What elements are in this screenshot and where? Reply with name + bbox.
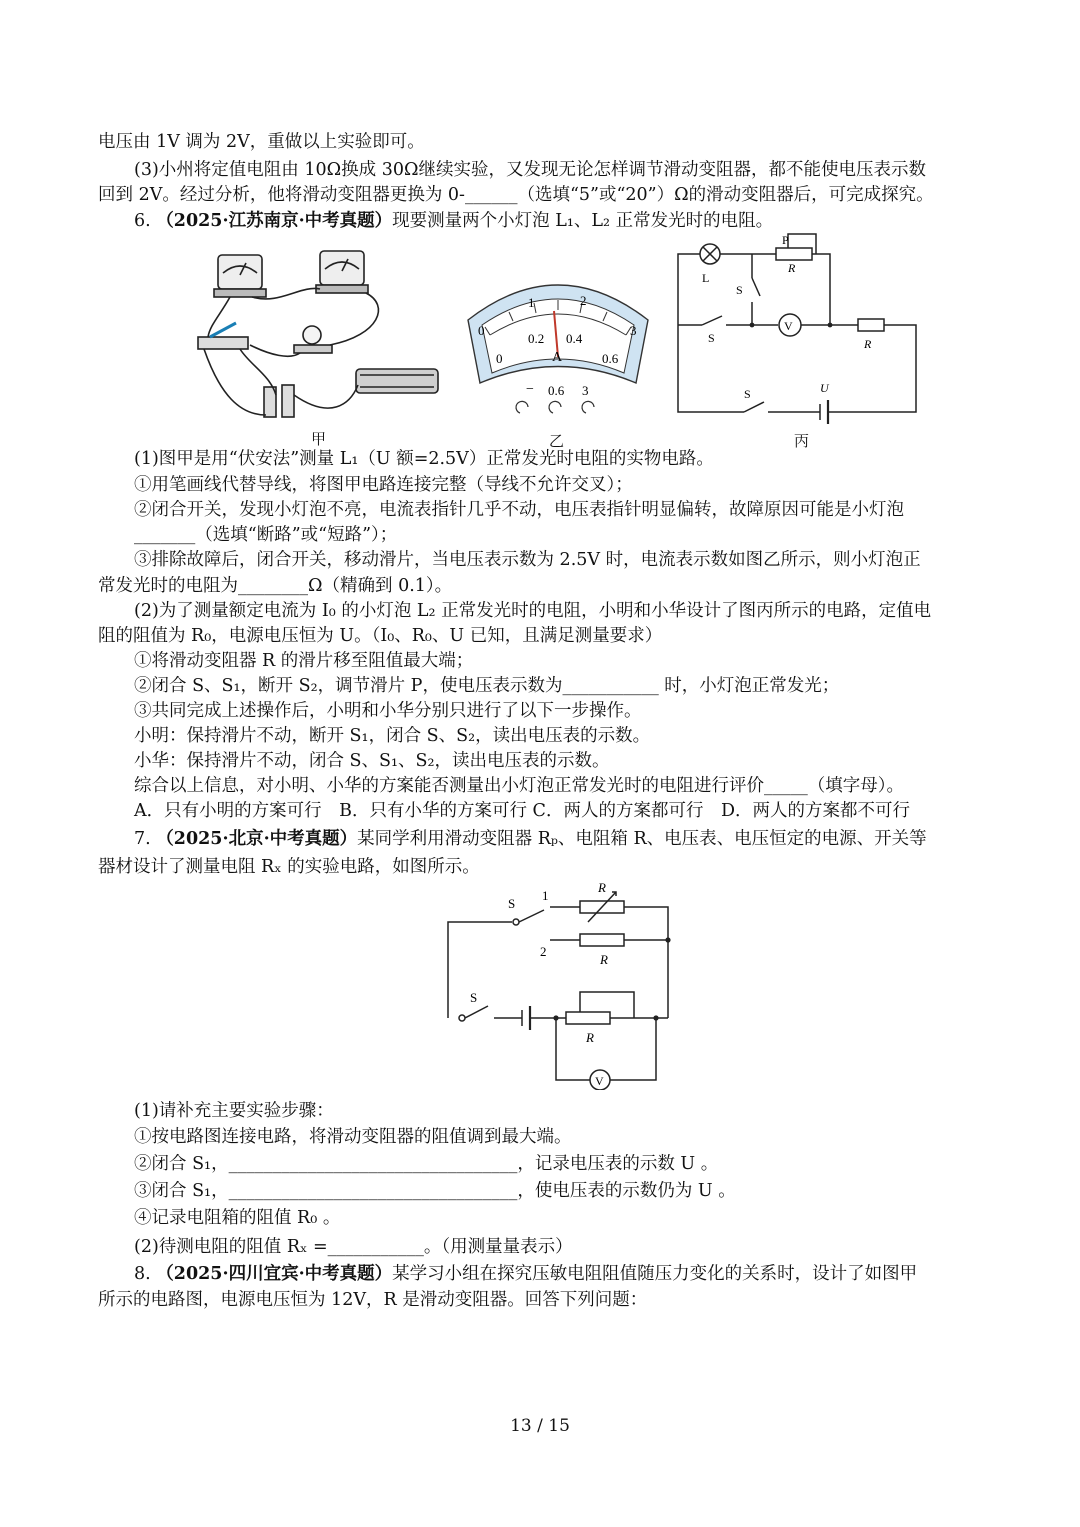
circuit-label: R <box>864 337 872 351</box>
text-line: ①用笔画线代替导线，将图甲电路连接完整（导线不允许交叉）； <box>134 475 633 495</box>
question-number: 6. <box>134 211 151 231</box>
text-line: _______（选填“断路”或“短路”）； <box>134 525 398 545</box>
question-8-heading <box>134 1263 917 1285</box>
terminal-label: − <box>526 382 534 397</box>
text-line: 回到 2V。经过分析，他将滑动变阻器更换为 0-______（选填“5”或“20”）Ω的滑动变阻器后，可完成探究。 <box>98 185 934 205</box>
dial-unit: A <box>552 350 563 365</box>
dial-bottom-label: 0.4 <box>566 331 583 346</box>
circuit-label: R <box>788 261 796 275</box>
dial-top-label: 0 <box>478 323 485 338</box>
circuit-label: U <box>820 381 829 395</box>
text-line: (1)图甲是用“伏安法”测量 L₁（U 额=2.5V）正常发光时电阻的实物电路。 <box>134 449 714 469</box>
circuit-label: 1 <box>542 888 549 903</box>
circuit-label: S <box>744 387 751 401</box>
text-line: 综合以上信息，对小明、小华的方案能否测量出小灯泡正常发光时的电阻进行评价_____（填字母）。 <box>134 776 904 796</box>
text-line: (1)请补充主要实验步骤： <box>134 1101 334 1121</box>
text-line: ③共同完成上述操作后，小明和小华分别只进行了以下一步操作。 <box>134 701 642 721</box>
question-text: 某学习小组在探究压敏电阻阻值随压力变化的关系时，设计了如图甲 <box>392 1264 918 1284</box>
circuit-label: V <box>784 319 793 333</box>
circuit-label: L <box>702 271 710 285</box>
circuit-label: S <box>470 990 478 1005</box>
dial-bottom-label: 0.2 <box>528 331 545 346</box>
question-6-heading <box>134 210 773 232</box>
dial-bottom-label: 0 <box>496 351 503 366</box>
circuit-label: P <box>782 233 789 247</box>
circuit-label: S <box>708 331 715 345</box>
text-line: (2)待测电阻的阻值 Rₓ =___________。（用测量量表示） <box>134 1237 573 1257</box>
figure-bing-circuit <box>668 230 928 425</box>
figure-caption-bing: 丙 <box>794 432 810 450</box>
figure-jia-physical-circuit <box>190 245 450 430</box>
circuit-label: S <box>508 896 516 911</box>
figure-q7-circuit <box>440 880 680 1090</box>
dial-top-label: 1 <box>528 295 535 310</box>
dial-top-label: 3 <box>630 323 637 338</box>
text-line: ①按电路图连接电路，将滑动变阻器的阻值调到最大端。 <box>134 1127 572 1147</box>
question-text: 某同学利用滑动变阻器 Rₚ、电阻箱 R、电压表、电压恒定的电源、开关等 <box>357 829 927 849</box>
text-line: ②闭合 S、S₁，断开 S₂，调节滑片 P，使电压表示数为___________ 时，小灯泡正常发光； <box>134 676 840 696</box>
question-source: （2025·江苏南京·中考真题） <box>156 211 393 231</box>
text-line: ③闭合 S₁，_________________________________，使电压表的示数仍为 U 。 <box>134 1181 736 1201</box>
text-line: ②闭合 S₁，_________________________________，记录电压表的示数 U 。 <box>134 1154 719 1174</box>
text-line: (2)为了测量额定电流为 I₀ 的小灯泡 L₂ 正常发光时的电阻，小明和小华设计了图丙所示的电路，定值电 <box>134 601 932 621</box>
circuit-label: S <box>736 283 743 297</box>
text-line: ②闭合开关，发现小灯泡不亮，电流表指针几乎不动，电压表指针明显偏转，故障原因可能是小灯泡 <box>134 500 904 520</box>
text-line: (3)小州将定值电阻由 10Ω换成 30Ω继续实验，又发现无论怎样调节滑动变阻器，都不能使电压表示数 <box>134 160 926 180</box>
circuit-label: R <box>598 880 606 895</box>
text-line: 阻的阻值为 R₀，电源电压恒为 U。（I₀、R₀、U 已知，且满足测量要求） <box>98 626 663 646</box>
text-line: ④记录电阻箱的阻值 R₀ 。 <box>134 1208 341 1228</box>
question-number: 7. <box>134 829 151 849</box>
text-line: 电压由 1V 调为 2V，重做以上实验即可。 <box>98 132 425 152</box>
figure-caption-yi: 乙 <box>549 432 565 450</box>
question-source: （2025·四川宜宾·中考真题） <box>156 1264 393 1284</box>
question-7-heading <box>134 828 927 850</box>
circuit-label: 2 <box>540 944 547 959</box>
question-text: 现要测量两个小灯泡 L₁、L₂ 正常发光时的电阻。 <box>392 211 774 231</box>
figure-yi-ammeter-dial <box>458 265 658 430</box>
dial-top-label: 2 <box>580 293 587 308</box>
terminal-label: 0.6 <box>548 383 565 398</box>
answer-options: A．只有小明的方案可行 B．只有小华的方案可行 C．两人的方案都可行 D．两人的方案都不可行 <box>134 801 910 821</box>
circuit-label: R <box>586 1030 594 1045</box>
circuit-label: R <box>600 952 608 967</box>
text-line: 小明：保持滑片不动，断开 S₁，闭合 S、S₂，读出电压表的示数。 <box>134 726 651 746</box>
figure-caption-jia: 甲 <box>311 430 327 448</box>
page-number: 13 / 15 <box>510 1416 570 1436</box>
question-source: （2025·北京·中考真题） <box>156 829 358 849</box>
circuit-label: V <box>595 1074 604 1088</box>
text-line: 所示的电路图，电源电压恒为 12V，R 是滑动变阻器。回答下列问题： <box>98 1290 648 1310</box>
text-line: 小华：保持滑片不动，闭合 S、S₁、S₂，读出电压表的示数。 <box>134 751 610 771</box>
text-line: 器材设计了测量电阻 Rₓ 的实验电路，如图所示。 <box>98 857 480 877</box>
dial-bottom-label: 0.6 <box>602 351 619 366</box>
text-line: ①将滑动变阻器 R 的滑片移至阻值最大端； <box>134 651 474 671</box>
question-number: 8. <box>134 1264 151 1284</box>
text-line: ③排除故障后，闭合开关，移动滑片，当电压表示数为 2.5V 时，电流表示数如图乙所示，则小灯泡正 <box>134 550 921 570</box>
text-line: 常发光时的电阻为________Ω（精确到 0.1）。 <box>98 576 453 596</box>
terminal-label: 3 <box>582 383 589 398</box>
